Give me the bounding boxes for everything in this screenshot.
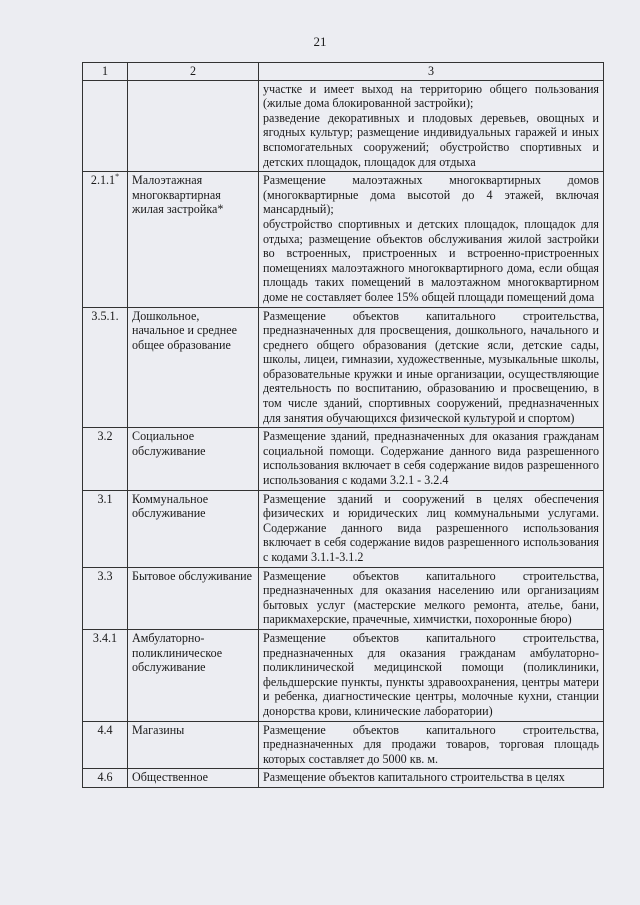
row-use-name: Коммунальное обслуживание	[128, 490, 259, 567]
description-paragraph: Размещение объектов капитального строительства, предназначенных для просвещения, дошкольного, начального и среднего общего образования (детские ясли, детские сады, школы, лицеи, гимназии, художественные, музыкальные школы, образовательные кружки и иные организации, осуществляющие деятельность по воспитанию, образованию и просвещению, в том числе зданий, спортивных сооружений, предназначенных для занятия обучающихся физической культурой и спортом)	[263, 308, 599, 425]
row-description	[259, 629, 604, 721]
description-paragraph: обустройство спортивных и детских площадок, площадок для отдыха; размещение объектов обслуживания жилой застройки во встроенных, пристроенных и встроенно-пристроенных помещениях малоэтажного многоквартирного дома, если общая площадь таких помещений в малоэтажном многоквартирном доме не составляет более 15% общей площади помещений дома	[263, 216, 599, 304]
row-description	[259, 172, 604, 307]
description-paragraph: Размещение зданий, предназначенных для оказания гражданам социальной помощи. Содержание данного вида разрешенного использования включает в себя содержание видов разрешенного использования с кодами 3.2.1 - 3.2.4	[263, 429, 599, 488]
table-row	[83, 769, 604, 788]
row-code-text: 3.5.1.	[91, 308, 119, 323]
row-code	[83, 490, 128, 567]
description-paragraph: Размещение малоэтажных многоквартирных домов (многоквартирные дома высотой до 4 этажей, включая мансардный);	[263, 173, 599, 217]
row-use-name: Амбулаторно-поликлиническое обслуживание	[128, 629, 259, 721]
header-col-2: 2	[128, 63, 259, 81]
row-description	[259, 567, 604, 629]
description-paragraph: Размещение объектов капитального строительства, предназначенных для оказания населению или организациям бытовых услуг (мастерские мелкого ремонта, ателье, бани, парикмахерские, прачечные, химчистки, похоронные бюро)	[263, 568, 599, 627]
table-row	[83, 80, 604, 172]
table-row	[83, 307, 604, 428]
description-paragraph: Размещение зданий и сооружений в целях обеспечения физических и юридических лиц коммунальными услугами. Содержание данного вида разрешенного использования включает в себя содержание видов разрешенного использования с кодами 3.1.1-3.1.2	[263, 491, 599, 564]
row-code-text: 3.3	[97, 568, 113, 583]
row-description	[259, 428, 604, 490]
row-use-name: Малоэтажная многоквартирная жилая застройка*	[128, 172, 259, 307]
row-code-footnote-mark: *	[115, 172, 120, 182]
row-use-name: Дошкольное, начальное и среднее общее образование	[128, 307, 259, 428]
header-col-3: 3	[259, 63, 604, 81]
row-code	[83, 307, 128, 428]
row-description	[259, 80, 604, 172]
description-paragraph: Размещение объектов капитального строительства, предназначенных для оказания гражданам амбулаторно-поликлинической медицинской помощи (поликлиники, фельдшерские пункты, пункты здравоохранения, центры матери и ребенка, диагностические центры, молочные кухни, станции донорства крови, клинические лаборатории)	[263, 630, 599, 718]
row-code-text: 3.1	[97, 491, 113, 506]
row-use-name: Общественное	[128, 769, 259, 788]
row-use-name: Бытовое обслуживание	[128, 567, 259, 629]
row-code	[83, 769, 128, 788]
row-code-text: 2.1.1	[90, 173, 116, 188]
row-code-text: 3.2	[97, 429, 113, 444]
table-header-row	[83, 63, 604, 81]
description-paragraph: Размещение объектов капитального строительства в целях	[263, 770, 565, 785]
description-paragraph: участке и имеет выход на территорию общего пользования (жилые дома блокированной застройки);	[263, 81, 599, 111]
row-description	[259, 490, 604, 567]
table-row	[83, 629, 604, 721]
row-use-name: Социальное обслуживание	[128, 428, 259, 490]
row-code-text: 4.4	[97, 722, 113, 737]
table-row	[83, 721, 604, 769]
row-code	[83, 428, 128, 490]
land-use-table	[82, 62, 604, 788]
table-row	[83, 490, 604, 567]
description-paragraph: разведение декоративных и плодовых деревьев, овощных и ягодных культур; размещение индивидуальных гаражей и иных вспомогательных сооружений; обустройство спортивных и детских площадок, площадок для отдыха	[263, 110, 599, 169]
page-number: 21	[313, 34, 327, 49]
row-use-name: Магазины	[128, 721, 259, 769]
row-description	[259, 769, 604, 788]
row-use-name	[128, 80, 259, 172]
table-row	[83, 567, 604, 629]
row-code	[83, 721, 128, 769]
description-paragraph: Размещение объектов капитального строительства, предназначенных для продажи товаров, торговая площадь которых составляет до 5000 кв. м.	[263, 722, 599, 766]
table-row	[83, 428, 604, 490]
row-code	[83, 172, 128, 307]
row-code-text: 3.4.1	[92, 630, 118, 645]
row-code-text: 4.6	[97, 770, 113, 785]
row-code	[83, 80, 128, 172]
row-description	[259, 721, 604, 769]
table-row	[83, 172, 604, 307]
row-code	[83, 629, 128, 721]
row-code	[83, 567, 128, 629]
row-description	[259, 307, 604, 428]
header-col-1: 1	[83, 63, 128, 81]
